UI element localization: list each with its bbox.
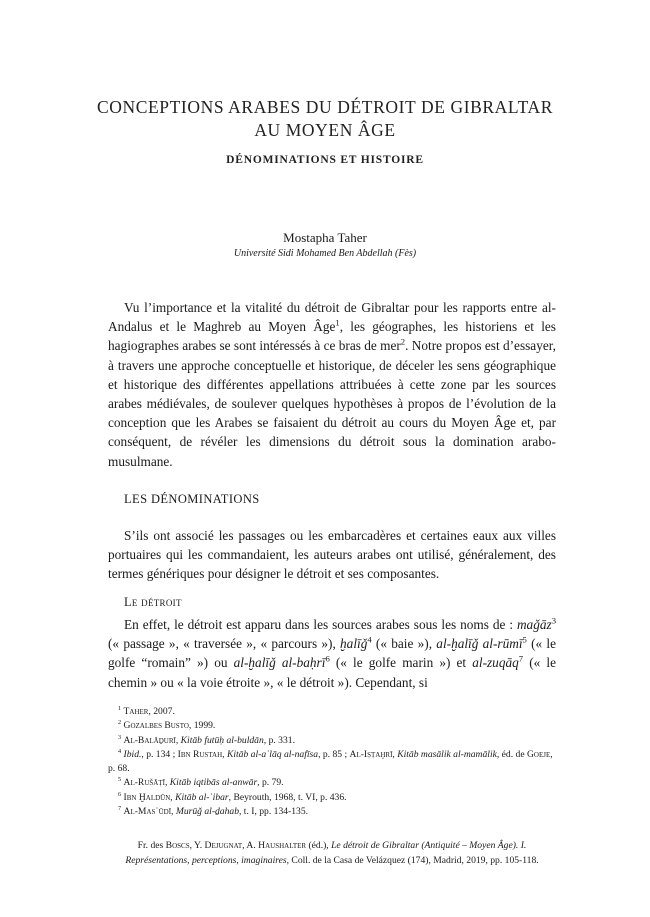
text-run: , p. 79. (257, 777, 284, 789)
text-run: , éd. de (496, 748, 527, 760)
footnote-title: Kitāb masālik al-mamālik (397, 748, 497, 760)
footnote-number: 6 (118, 790, 122, 798)
chapter-title-line-1: CONCEPTIONS ARABES DU DÉTROIT DE GIBRALTAR (97, 97, 553, 117)
text-run: , Beyrouth, 1968, t. VI, p. 436. (228, 791, 347, 803)
footnote-title: Kitāb al-ʿibar (175, 791, 229, 803)
chapter-title-line-2: AU MOYEN ÂGE (254, 120, 396, 140)
footnote-number: 5 (118, 776, 122, 784)
text-run: , 2007. (148, 706, 175, 717)
text-run: (« le chemin » ou « la voie étroite », « le détroit »). Cependant, si (108, 655, 556, 690)
footnote-ref-4[interactable]: 4 (367, 634, 372, 645)
text-run: (éd.), (306, 840, 332, 851)
subsection-heading: Le détroit (124, 595, 182, 609)
arabic-term: ḫalīǧ (340, 636, 368, 652)
text-run: , les géographes, les historiens et les hagiographes arabes se sont intéressés à ce bras de mer (108, 319, 556, 354)
footnote-7 (108, 805, 556, 819)
chapter-title (0, 96, 650, 142)
footnote-title: Kitāb iqtibās al-anwār (169, 777, 258, 789)
arabic-term: al-zuqāq (472, 655, 519, 671)
text-run: , t. I, pp. 134-135. (239, 806, 309, 818)
footnote-4 (108, 748, 556, 777)
footnote-number: 3 (118, 733, 122, 741)
footnote-title: Kitāb al-aʿlāq al-nafīsa (226, 748, 319, 760)
section-heading: LES DÉNOMINATIONS (124, 492, 260, 506)
footnote-author: Al-Balāḏurī (123, 734, 176, 746)
text-run: (« le golfe marin ») et (329, 655, 473, 671)
text-run: , (171, 806, 176, 818)
text-run: , Coll. de la Casa de Velázquez (174), Madrid, 2019, pp. 105-118. (286, 855, 539, 866)
text-run: En effet, le détroit est apparu dans les sources arabes sous les noms de : (124, 617, 517, 632)
reference-title: Le détroit de Gibraltar (Antiquité – Moyen Âge). I. Représentations, perceptions, imaginaires (125, 840, 527, 866)
text-run: , (222, 748, 227, 760)
text-run: , 1999. (188, 720, 216, 732)
text-run: (« baie »), (371, 636, 437, 652)
text-run: . Notre propos est d’essayer, à travers une approche conceptuelle et historique, de déceler les sens géographique et historique des différentes appellations attribuées à cette zone par les sources arabes médiévales, de soulever quelques hypothèses à propos de l’évolution de la conception que les Arabes se faisaient du détroit au cours du Moyen Âge et, par conséquent, de révéler les dimensions du détroit sous la domination arabo-musulmane. (108, 338, 556, 469)
reference-editors: Boscs, Y. Dejugnat, A. Haushalter (165, 840, 307, 851)
footnote-5 (108, 776, 556, 790)
author-affiliation: Université Sidi Mohamed Ben Abdellah (Fès) (233, 248, 417, 259)
text-run: , p. 85 ; (318, 748, 350, 760)
text-run: , (170, 791, 176, 803)
footnote-number: 1 (118, 704, 122, 712)
footnote-number: 7 (118, 804, 122, 812)
footnote-author: Ibn Ḫaldūn (123, 791, 171, 803)
footnote-ibid: Ibid. (123, 748, 142, 760)
footnote-ref-3[interactable]: 3 (551, 615, 556, 626)
footnote-author: Al-Rušāṭī (123, 777, 165, 789)
footnote-author: Al-Masʿūdī (123, 806, 172, 818)
text-run: , p. 331. (263, 734, 295, 746)
chapter-subtitle: DÉNOMINATIONS ET HISTOIRE (226, 154, 424, 166)
footnote-author: Taher (123, 706, 149, 717)
footnote-author: Al-Iṣṭaḫrī (349, 748, 393, 760)
text-run: , (164, 777, 170, 789)
footnote-author: Gozalbes Busto (123, 720, 189, 732)
arabic-term: maǧāz (516, 617, 552, 632)
text-run: , (175, 734, 181, 746)
arabic-term: al-ḫalīǧ al-rūmī (436, 636, 523, 652)
footnote-ref-6[interactable]: 6 (325, 653, 330, 664)
footnote-ref-2[interactable]: 2 (400, 336, 406, 347)
footnote-ref-7[interactable]: 7 (518, 653, 524, 664)
footnote-number: 4 (118, 747, 122, 755)
text-run: (« le golfe “romain” ») ou (108, 636, 557, 671)
text-run: Fr. des (137, 840, 166, 851)
subsection-paragraph (108, 615, 556, 692)
text-run: (« passage », « traversée », « parcours »), (108, 636, 341, 652)
footnote-2 (108, 719, 556, 733)
footnote-title: Murūǧ al-ḏahab (175, 806, 239, 818)
footnote-author: Ibn Rustah (177, 748, 223, 760)
footnotes (108, 705, 556, 819)
arabic-term: al-ḫalīǧ al-baḥrī (233, 655, 326, 671)
footnote-1 (108, 705, 556, 719)
footnote-ref-5[interactable]: 5 (522, 634, 527, 645)
footnote-ref-1[interactable]: 1 (335, 317, 340, 328)
footnote-number: 2 (118, 719, 122, 727)
footnote-editor: Goeje (526, 748, 551, 760)
section-paragraph: S’ils ont associé les passages ou les embarcadères et certaines eaux aux villes portuaires qui les commandaient, les auteurs arabes ont utilisé, généralement, des termes génériques pour désigner le détroit et ses composantes. (108, 528, 556, 582)
author-name: Mostapha Taher (283, 230, 367, 245)
abstract-paragraph (108, 298, 556, 471)
text-run: , p. 68. (108, 748, 553, 775)
footnote-3 (108, 734, 556, 748)
text-run: , (392, 748, 398, 760)
footnote-title: Kitāb futūḥ al-buldān (180, 734, 264, 746)
publication-reference (108, 838, 556, 868)
text-run: , p. 134 ; (141, 748, 178, 760)
footnote-6 (108, 791, 556, 805)
text-run: Vu l’importance et la vitalité du détroit de Gibraltar pour les rapports entre al-Andalus et le Maghreb au Moyen Âge (108, 300, 556, 335)
